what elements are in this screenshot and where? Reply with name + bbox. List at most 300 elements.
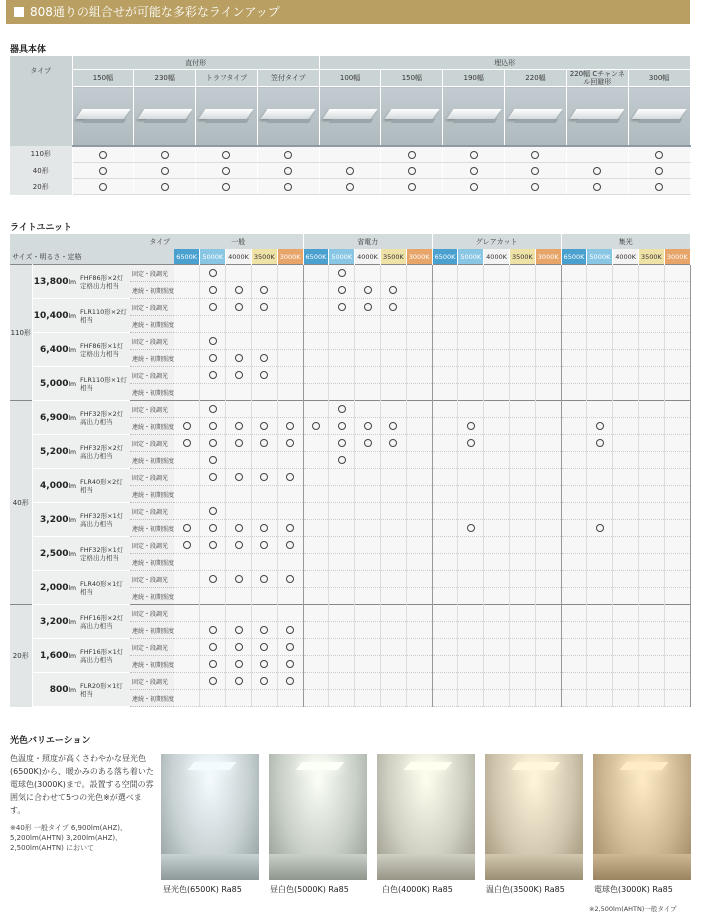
fixture-availability-cell xyxy=(72,179,134,195)
fixture-image xyxy=(566,87,628,147)
availability-cell xyxy=(355,299,381,316)
availability-cell xyxy=(535,622,561,639)
availability-cell xyxy=(535,452,561,469)
availability-cell xyxy=(458,503,484,520)
availability-cell xyxy=(174,520,200,537)
availability-cell xyxy=(226,384,252,401)
availability-cell xyxy=(355,469,381,486)
light-type-header: 集光 xyxy=(561,234,690,249)
availability-cell xyxy=(587,282,613,299)
lumen-unit: lm xyxy=(68,414,76,422)
availability-cell xyxy=(380,350,406,367)
availability-cell xyxy=(355,605,381,622)
light-type-label: タイプ xyxy=(10,234,174,249)
availability-cell xyxy=(509,316,535,333)
availability-cell xyxy=(251,384,277,401)
control-type-label: 固定・段調光 xyxy=(130,469,174,486)
lamp-equivalent: FLR110形×2灯 相当 xyxy=(78,299,130,333)
availability-cell xyxy=(613,435,639,452)
availability-cell xyxy=(509,656,535,673)
photo-caption: 昼光色(6500K) Ra85 xyxy=(163,885,242,894)
availability-cell xyxy=(664,622,690,639)
availability-mark xyxy=(260,473,268,481)
lumen-number: 2,500 xyxy=(40,548,69,559)
lumen-number: 6,900 xyxy=(40,412,69,423)
availability-cell xyxy=(174,622,200,639)
control-type-label: 固定・段調光 xyxy=(130,673,174,690)
availability-cell xyxy=(587,639,613,656)
availability-cell xyxy=(277,367,303,384)
availability-cell xyxy=(329,656,355,673)
availability-cell xyxy=(613,418,639,435)
availability-cell xyxy=(380,537,406,554)
availability-cell xyxy=(226,537,252,554)
availability-cell xyxy=(277,656,303,673)
availability-cell xyxy=(226,401,252,418)
kelvin-header: 6500K xyxy=(561,249,587,265)
availability-cell xyxy=(484,656,510,673)
availability-cell xyxy=(174,401,200,418)
availability-cell xyxy=(535,520,561,537)
availability-mark xyxy=(408,167,416,175)
availability-cell xyxy=(251,571,277,588)
control-type-label: 固定・段調光 xyxy=(130,435,174,452)
availability-cell xyxy=(432,452,458,469)
lamp-equivalent: FLR20形×1灯 相当 xyxy=(78,673,130,707)
kelvin-header: 4000K xyxy=(355,249,381,265)
availability-cell xyxy=(484,299,510,316)
availability-cell xyxy=(277,401,303,418)
availability-cell xyxy=(561,265,587,282)
fixture-image xyxy=(196,87,258,147)
control-type-label: 連続・初期照度 xyxy=(130,520,174,537)
kelvin-header: 6500K xyxy=(174,249,200,265)
fixture-image xyxy=(381,87,443,147)
availability-mark xyxy=(209,422,217,430)
availability-cell xyxy=(432,571,458,588)
availability-cell xyxy=(355,622,381,639)
availability-cell xyxy=(329,401,355,418)
availability-cell xyxy=(484,316,510,333)
availability-cell xyxy=(509,418,535,435)
availability-cell xyxy=(226,656,252,673)
fixture-image xyxy=(505,87,567,147)
control-type-label: 連続・初期照度 xyxy=(130,452,174,469)
availability-cell xyxy=(484,384,510,401)
availability-cell xyxy=(587,469,613,486)
lumen-value xyxy=(32,571,78,605)
fixture-body xyxy=(632,109,687,119)
availability-cell xyxy=(613,537,639,554)
availability-cell xyxy=(251,503,277,520)
lumen-value xyxy=(32,265,78,299)
availability-cell xyxy=(535,537,561,554)
availability-cell xyxy=(251,367,277,384)
footnote: ※2,500lm(AHTN)一般タイプ xyxy=(589,905,677,913)
availability-cell xyxy=(174,299,200,316)
availability-mark xyxy=(235,371,243,379)
availability-cell xyxy=(432,554,458,571)
fixture-base xyxy=(452,119,497,123)
availability-cell xyxy=(277,690,303,707)
availability-cell xyxy=(406,690,432,707)
availability-cell xyxy=(226,554,252,571)
availability-cell xyxy=(380,384,406,401)
availability-cell xyxy=(639,452,665,469)
availability-cell xyxy=(613,554,639,571)
availability-cell xyxy=(406,384,432,401)
availability-cell xyxy=(561,622,587,639)
lamp-equivalent: FLR40形×2灯 相当 xyxy=(78,469,130,503)
availability-mark xyxy=(286,626,294,634)
room-floor xyxy=(485,854,583,880)
kelvin-header: 6500K xyxy=(303,249,329,265)
kelvin-header: 3000K xyxy=(277,249,303,265)
availability-cell xyxy=(432,622,458,639)
availability-cell xyxy=(432,605,458,622)
room-photo xyxy=(593,754,691,880)
availability-cell xyxy=(277,435,303,452)
availability-mark xyxy=(338,269,346,277)
availability-cell xyxy=(613,656,639,673)
fixture-image xyxy=(72,87,134,147)
control-type-label: 固定・段調光 xyxy=(130,367,174,384)
availability-cell xyxy=(329,418,355,435)
fixture-availability-cell xyxy=(319,163,381,179)
availability-mark xyxy=(222,167,230,175)
availability-mark xyxy=(260,371,268,379)
availability-cell xyxy=(174,639,200,656)
fixture-column-label: 150幅 xyxy=(381,70,443,87)
availability-cell xyxy=(587,656,613,673)
availability-mark xyxy=(209,507,217,515)
availability-mark xyxy=(235,439,243,447)
availability-cell xyxy=(432,350,458,367)
availability-cell xyxy=(639,656,665,673)
availability-cell xyxy=(200,520,226,537)
availability-cell xyxy=(561,520,587,537)
availability-mark xyxy=(235,660,243,668)
availability-mark xyxy=(260,541,268,549)
fixture-body xyxy=(323,109,378,119)
availability-mark xyxy=(364,286,372,294)
availability-cell xyxy=(251,520,277,537)
availability-cell xyxy=(664,282,690,299)
availability-mark xyxy=(338,405,346,413)
availability-cell xyxy=(355,282,381,299)
availability-cell xyxy=(355,520,381,537)
availability-cell xyxy=(277,639,303,656)
availability-cell xyxy=(639,537,665,554)
availability-cell xyxy=(303,622,329,639)
lumen-value xyxy=(32,435,78,469)
availability-cell xyxy=(664,384,690,401)
color-variation-note: ※40形 一般タイプ 6,900lm(AHZ)、5,200lm(AHTN) 3,200lm(AHZ)、2,500lm(AHTN) において xyxy=(10,824,127,852)
fixture-type-label: タイプ xyxy=(10,56,72,87)
photo-caption: 電球色(3000K) Ra85 xyxy=(594,885,673,894)
control-type-label: 固定・段調光 xyxy=(130,605,174,622)
availability-cell xyxy=(613,673,639,690)
fixture-column-label: 150幅 xyxy=(72,70,134,87)
availability-cell xyxy=(303,265,329,282)
lamp-equivalent: FHF86形×2灯 定格出力相当 xyxy=(78,265,130,299)
lumen-value xyxy=(32,639,78,673)
availability-cell xyxy=(535,486,561,503)
availability-cell xyxy=(664,435,690,452)
availability-cell xyxy=(613,588,639,605)
lumen-number: 5,200 xyxy=(40,446,69,457)
fixture-availability-cell xyxy=(443,146,505,163)
control-type-label: 固定・段調光 xyxy=(130,503,174,520)
availability-cell xyxy=(406,435,432,452)
availability-cell xyxy=(613,384,639,401)
availability-cell xyxy=(277,282,303,299)
availability-cell xyxy=(303,299,329,316)
availability-cell xyxy=(639,520,665,537)
fixture-size-label: 40形 xyxy=(10,163,72,179)
availability-mark xyxy=(286,473,294,481)
lumen-value xyxy=(32,537,78,571)
availability-mark xyxy=(235,303,243,311)
fixture-availability-cell xyxy=(134,163,196,179)
availability-mark xyxy=(183,422,191,430)
fixture-image-label-cell xyxy=(10,87,72,147)
availability-mark xyxy=(209,541,217,549)
availability-cell xyxy=(432,588,458,605)
availability-cell xyxy=(200,690,226,707)
availability-cell xyxy=(329,520,355,537)
availability-mark xyxy=(235,677,243,685)
availability-mark xyxy=(260,422,268,430)
fixture-availability-cell xyxy=(257,146,319,163)
availability-cell xyxy=(535,605,561,622)
fixture-body xyxy=(570,109,625,119)
availability-mark xyxy=(209,405,217,413)
availability-cell xyxy=(535,554,561,571)
availability-cell xyxy=(639,401,665,418)
availability-cell xyxy=(432,520,458,537)
photo-caption: 昼白色(5000K) Ra85 xyxy=(270,885,349,894)
availability-cell xyxy=(535,469,561,486)
availability-cell xyxy=(303,435,329,452)
availability-mark xyxy=(389,439,397,447)
availability-cell xyxy=(535,316,561,333)
availability-mark xyxy=(389,286,397,294)
availability-cell xyxy=(380,282,406,299)
fixture-availability-cell xyxy=(628,146,690,163)
lamp-equivalent: FHF16形×2灯 高出力相当 xyxy=(78,605,130,639)
availability-cell xyxy=(329,690,355,707)
availability-cell xyxy=(329,673,355,690)
ceiling-light-icon xyxy=(188,762,237,770)
availability-cell xyxy=(458,588,484,605)
fixture-availability-cell xyxy=(566,146,628,163)
availability-cell xyxy=(406,367,432,384)
fixture-base xyxy=(329,119,374,123)
fixture-availability-cell xyxy=(196,146,258,163)
availability-cell xyxy=(406,469,432,486)
availability-cell xyxy=(200,503,226,520)
fixture-base xyxy=(514,119,559,123)
availability-cell xyxy=(174,316,200,333)
availability-mark xyxy=(284,167,292,175)
control-type-label: 連続・初期照度 xyxy=(130,316,174,333)
availability-cell xyxy=(561,571,587,588)
availability-cell xyxy=(509,690,535,707)
availability-cell xyxy=(303,656,329,673)
control-type-label: 固定・段調光 xyxy=(130,333,174,350)
availability-cell xyxy=(587,367,613,384)
availability-cell xyxy=(303,418,329,435)
availability-cell xyxy=(355,435,381,452)
availability-cell xyxy=(587,486,613,503)
availability-mark xyxy=(467,422,475,430)
fixture-availability-cell xyxy=(319,179,381,195)
room-floor xyxy=(377,854,475,880)
size-label: サイズ・明るさ・定格 xyxy=(10,249,174,265)
availability-mark xyxy=(655,151,663,159)
availability-cell xyxy=(432,537,458,554)
availability-cell xyxy=(200,367,226,384)
availability-cell xyxy=(432,316,458,333)
fixture-image xyxy=(628,87,690,147)
availability-cell xyxy=(329,350,355,367)
availability-cell xyxy=(509,350,535,367)
availability-cell xyxy=(613,265,639,282)
availability-cell xyxy=(484,282,510,299)
lamp-equivalent: FHF86形×1灯 定格出力相当 xyxy=(78,333,130,367)
availability-cell xyxy=(613,486,639,503)
control-type-label: 連続・初期照度 xyxy=(130,656,174,673)
lumen-value xyxy=(32,673,78,707)
availability-cell xyxy=(406,639,432,656)
photo-caption: 温白色(3500K) Ra85 xyxy=(486,885,565,894)
availability-cell xyxy=(613,367,639,384)
availability-cell xyxy=(174,537,200,554)
availability-cell xyxy=(561,384,587,401)
availability-cell xyxy=(355,401,381,418)
availability-cell xyxy=(484,265,510,282)
availability-cell xyxy=(509,673,535,690)
fixture-column-label: 220幅 Cチャンネル回避形 xyxy=(566,70,628,87)
lumen-value xyxy=(32,469,78,503)
availability-cell xyxy=(587,571,613,588)
availability-cell xyxy=(484,367,510,384)
fixture-illustration xyxy=(573,107,621,125)
availability-mark xyxy=(209,524,217,532)
availability-cell xyxy=(174,367,200,384)
room-photo xyxy=(485,754,583,880)
availability-cell xyxy=(561,452,587,469)
availability-cell xyxy=(303,350,329,367)
availability-cell xyxy=(664,350,690,367)
availability-cell xyxy=(251,265,277,282)
lumen-number: 6,400 xyxy=(40,344,69,355)
availability-mark xyxy=(364,422,372,430)
availability-cell xyxy=(251,690,277,707)
availability-mark xyxy=(183,439,191,447)
availability-cell xyxy=(251,554,277,571)
availability-cell xyxy=(277,350,303,367)
availability-mark xyxy=(235,354,243,362)
availability-mark xyxy=(209,575,217,583)
availability-cell xyxy=(432,384,458,401)
availability-cell xyxy=(561,469,587,486)
lumen-unit: lm xyxy=(68,346,76,354)
availability-cell xyxy=(639,350,665,367)
availability-mark xyxy=(346,183,354,191)
availability-cell xyxy=(200,435,226,452)
availability-cell xyxy=(251,452,277,469)
availability-cell xyxy=(355,673,381,690)
availability-cell xyxy=(587,350,613,367)
availability-cell xyxy=(484,605,510,622)
availability-mark xyxy=(408,183,416,191)
availability-cell xyxy=(664,265,690,282)
availability-cell xyxy=(251,537,277,554)
availability-cell xyxy=(561,554,587,571)
group-label: 20形 xyxy=(10,605,32,707)
fixture-availability-cell xyxy=(566,179,628,195)
fixture-availability-cell xyxy=(257,179,319,195)
fixture-base xyxy=(205,119,250,123)
availability-cell xyxy=(226,367,252,384)
availability-cell xyxy=(226,435,252,452)
availability-cell xyxy=(303,503,329,520)
availability-cell xyxy=(380,299,406,316)
banner-title: 808通りの組合せが可能な多彩なラインアップ xyxy=(30,5,280,19)
availability-cell xyxy=(406,673,432,690)
availability-cell xyxy=(329,537,355,554)
room-floor xyxy=(269,854,367,880)
availability-cell xyxy=(639,384,665,401)
availability-mark xyxy=(209,337,217,345)
availability-cell xyxy=(458,486,484,503)
availability-cell xyxy=(664,520,690,537)
availability-cell xyxy=(561,282,587,299)
fixture-column-label: 100幅 xyxy=(319,70,381,87)
availability-cell xyxy=(200,537,226,554)
availability-cell xyxy=(380,418,406,435)
availability-cell xyxy=(303,639,329,656)
availability-cell xyxy=(329,316,355,333)
availability-cell xyxy=(200,622,226,639)
availability-cell xyxy=(355,588,381,605)
availability-cell xyxy=(561,537,587,554)
fixture-availability-cell xyxy=(566,163,628,179)
availability-cell xyxy=(509,571,535,588)
availability-cell xyxy=(509,469,535,486)
availability-mark xyxy=(235,575,243,583)
availability-cell xyxy=(432,673,458,690)
availability-cell xyxy=(174,469,200,486)
availability-cell xyxy=(200,571,226,588)
availability-cell xyxy=(380,673,406,690)
availability-cell xyxy=(355,350,381,367)
room-floor xyxy=(161,854,259,880)
availability-cell xyxy=(226,639,252,656)
lumen-unit: lm xyxy=(68,380,76,388)
lumen-value xyxy=(32,333,78,367)
control-type-label: 連続・初期照度 xyxy=(130,418,174,435)
availability-mark xyxy=(596,439,604,447)
availability-cell xyxy=(329,333,355,350)
availability-cell xyxy=(226,520,252,537)
availability-cell xyxy=(484,588,510,605)
fixture-column-label: 300幅 xyxy=(628,70,690,87)
availability-cell xyxy=(432,418,458,435)
availability-cell xyxy=(226,605,252,622)
